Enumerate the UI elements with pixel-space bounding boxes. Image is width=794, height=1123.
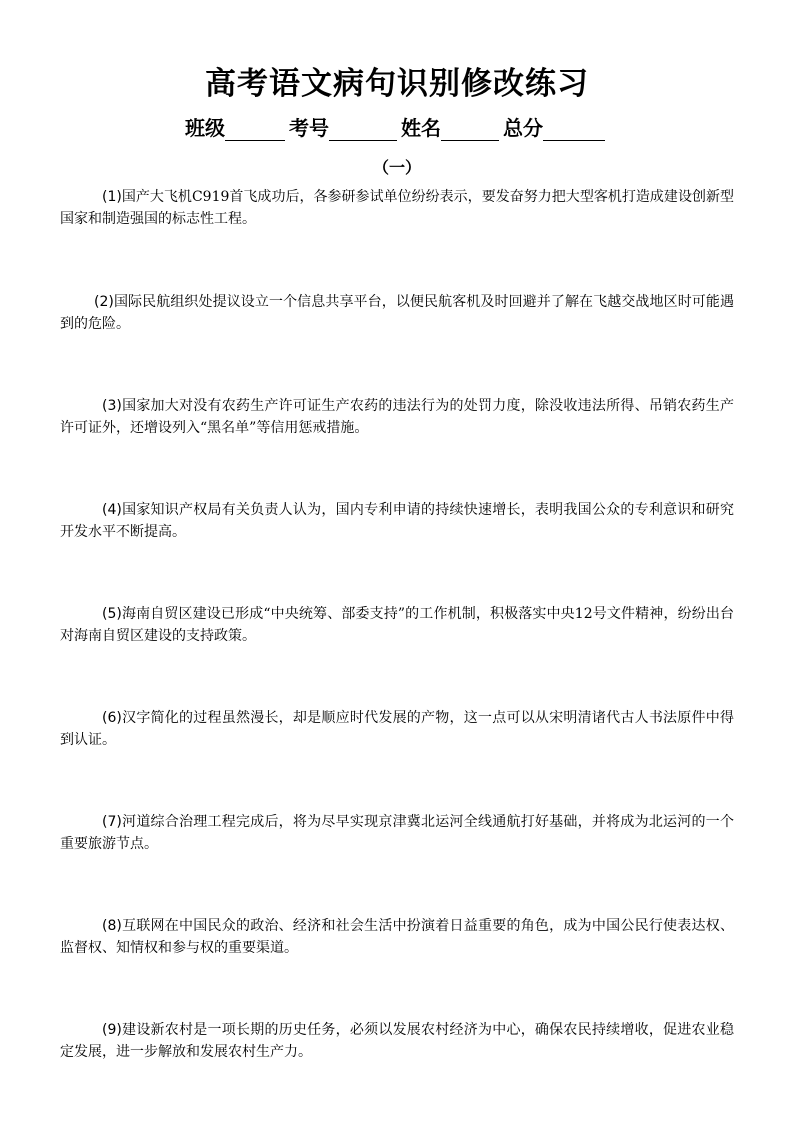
class-label: 班级 xyxy=(185,116,225,140)
question-text: 国家加大对没有农药生产许可证生产农药的违法行为的处罚力度，除没收违法所得、吊销农药生产许可证外，还增设列入“黑名单”等信用惩戒措施。 xyxy=(60,398,734,436)
total-score-blank xyxy=(543,120,605,141)
question-1 xyxy=(60,186,734,230)
question-5 xyxy=(60,603,734,647)
question-4 xyxy=(60,499,734,543)
question-9 xyxy=(60,1019,734,1063)
question-text: 海南自贸区建设已形成“中央统筹、部委支持”的工作机制，积极落实中央12号文件精神，纷纷出台对海南自贸区建设的支持政策。 xyxy=(60,606,734,644)
document-title: 高考语文病句识别修改练习 xyxy=(205,66,589,102)
question-number: (6) xyxy=(102,710,122,726)
exam-number-label: 考号 xyxy=(289,116,329,140)
exam-number-blank xyxy=(329,120,397,141)
question-number: (2) xyxy=(94,294,114,310)
question-7 xyxy=(60,811,734,855)
section-heading: （一） xyxy=(372,158,421,177)
name-blank xyxy=(441,120,499,141)
question-text: 建设新农村是一项长期的历史任务，必须以发展农村经济为中心，确保农民持续增收，促进农业稳定发展，进一步解放和发展农村生产力。 xyxy=(60,1022,734,1060)
name-label: 姓名 xyxy=(401,116,441,140)
question-text: 汉字简化的过程虽然漫长，却是顺应时代发展的产物，这一点可以从宋明清诸代古人书法原件中得到认证。 xyxy=(60,710,734,748)
question-text: 河道综合治理工程完成后，将为尽早实现京津冀北运河全线通航打好基础，并将成为北运河的一个重要旅游节点。 xyxy=(60,814,734,852)
question-8 xyxy=(60,915,734,959)
question-text: 国际民航组织处提议设立一个信息共享平台，以便民航客机及时回避并了解在飞越交战地区时可能遇到的危险。 xyxy=(60,294,734,332)
question-number: (1) xyxy=(102,189,122,205)
student-info-line xyxy=(0,112,794,141)
question-number: (7) xyxy=(102,814,122,830)
question-number: (3) xyxy=(102,398,122,414)
question-number: (4) xyxy=(102,502,122,518)
question-text: 国产大飞机C919首飞成功后，各参研参试单位纷纷表示，要发奋努力把大型客机打造成建设创新型国家和制造强国的标志性工程。 xyxy=(60,189,734,227)
question-text: 国家知识产权局有关负责人认为，国内专利申请的持续快速增长，表明我国公众的专利意识和研究开发水平不断提高。 xyxy=(60,502,734,540)
question-number: (9) xyxy=(102,1022,122,1038)
question-number: (8) xyxy=(102,918,122,934)
question-number: (5) xyxy=(102,606,122,622)
question-6 xyxy=(60,707,734,751)
total-score-label: 总分 xyxy=(503,116,543,140)
question-2 xyxy=(60,291,734,335)
question-text: 互联网在中国民众的政治、经济和社会生活中扮演着日益重要的角色，成为中国公民行使表达权、监督权、知情权和参与权的重要渠道。 xyxy=(60,918,734,956)
question-3 xyxy=(60,395,734,439)
class-blank xyxy=(225,120,285,141)
